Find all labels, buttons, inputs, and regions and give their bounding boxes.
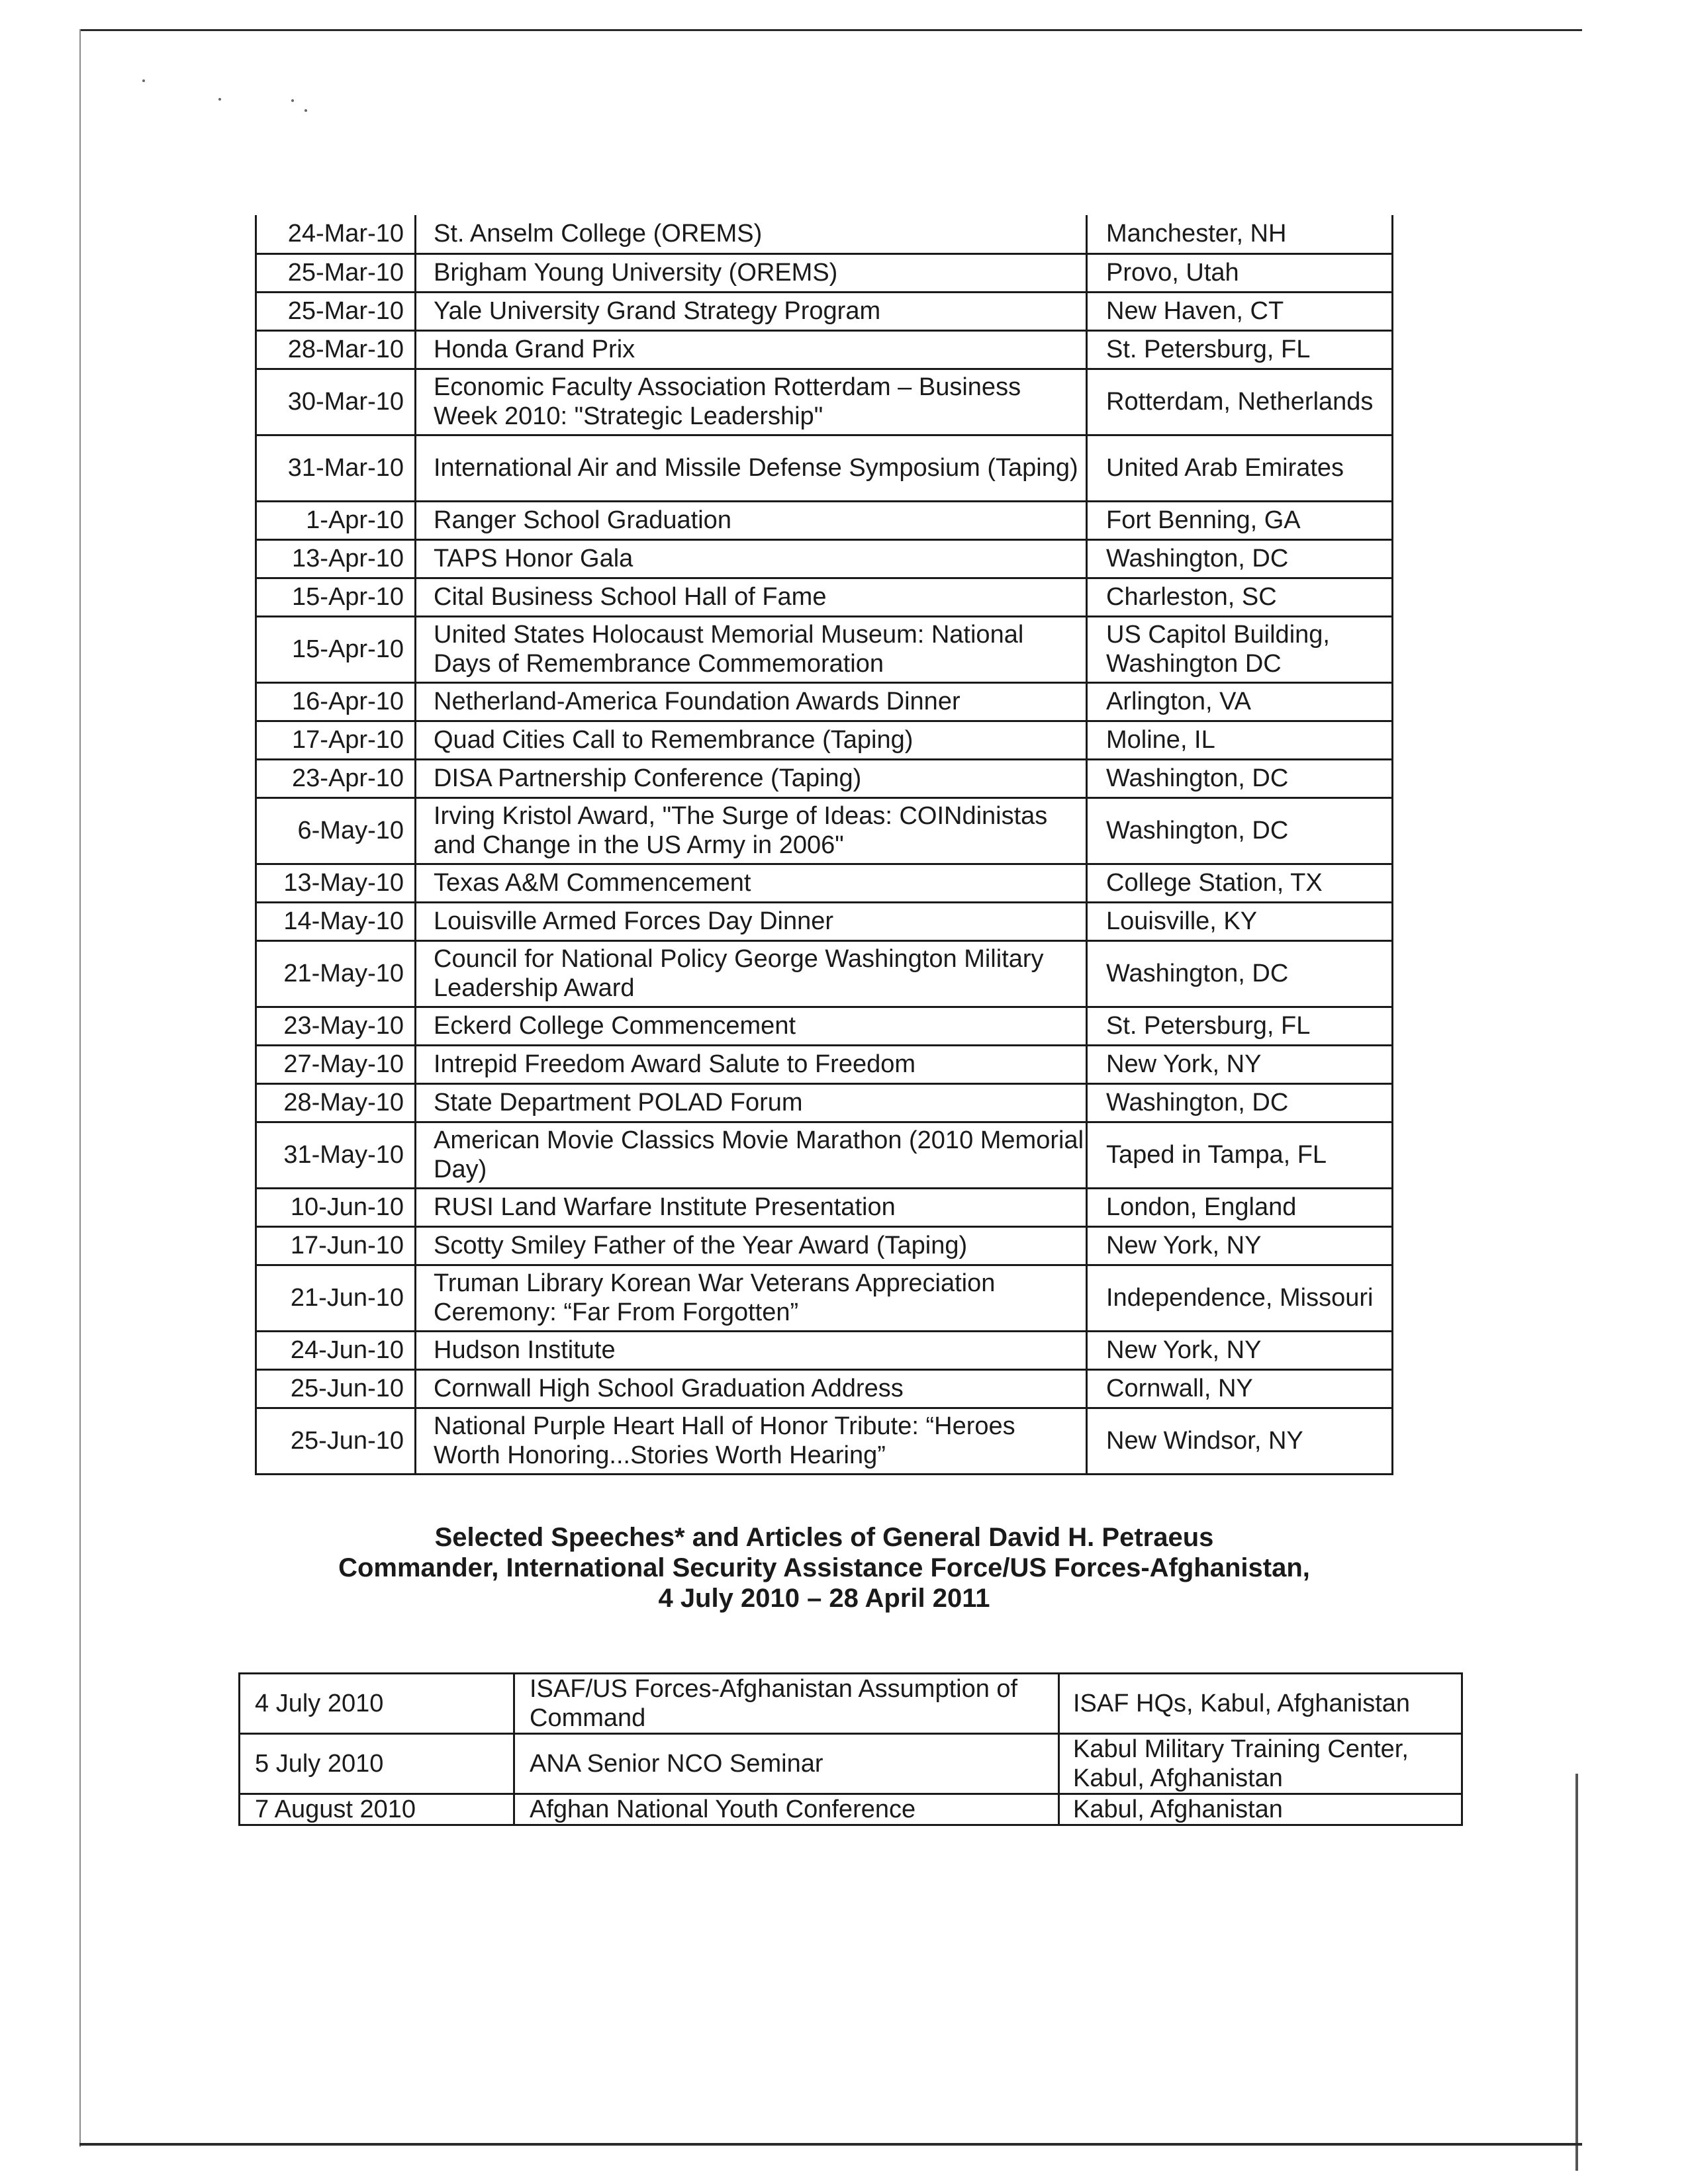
date-cell: 27-May-10: [256, 1045, 416, 1083]
date-cell: 13-May-10: [256, 864, 416, 902]
table-row: [256, 682, 1393, 721]
date-cell: 6-May-10: [256, 797, 416, 864]
event-cell: Quad Cities Call to Remembrance (Taping): [416, 721, 1087, 759]
location-cell: New York, NY: [1087, 1226, 1393, 1265]
event-cell: United States Holocaust Memorial Museum: National Days of Remembrance Commemoration: [416, 616, 1087, 682]
date-cell: 10-Jun-10: [256, 1188, 416, 1226]
scan-speck: [291, 99, 294, 102]
table-row: [256, 539, 1393, 578]
scan-edge-bottom: [79, 2143, 1582, 2146]
table-row: [256, 721, 1393, 759]
event-cell: TAPS Honor Gala: [416, 539, 1087, 578]
table-row: [256, 759, 1393, 797]
table-row: [240, 1674, 1462, 1734]
location-cell: Provo, Utah: [1087, 253, 1393, 292]
table-row: [256, 1265, 1393, 1331]
event-cell: Texas A&M Commencement: [416, 864, 1087, 902]
event-cell: ANA Senior NCO Seminar: [514, 1734, 1059, 1794]
date-cell: 13-Apr-10: [256, 539, 416, 578]
table-row: [256, 1408, 1393, 1474]
table-row: [256, 864, 1393, 902]
location-cell: Kabul, Afghanistan: [1059, 1794, 1462, 1825]
event-cell: RUSI Land Warfare Institute Presentation: [416, 1188, 1087, 1226]
date-cell: 25-Jun-10: [256, 1408, 416, 1474]
event-cell: Hudson Institute: [416, 1331, 1087, 1369]
location-cell: Fort Benning, GA: [1087, 501, 1393, 539]
date-cell: 24-Mar-10: [256, 215, 416, 253]
event-cell: Intrepid Freedom Award Salute to Freedom: [416, 1045, 1087, 1083]
date-cell: 14-May-10: [256, 902, 416, 940]
event-cell: Cornwall High School Graduation Address: [416, 1369, 1087, 1408]
table-row: [256, 797, 1393, 864]
event-cell: Cital Business School Hall of Fame: [416, 578, 1087, 616]
table-row: [256, 940, 1393, 1007]
date-cell: 17-Jun-10: [256, 1226, 416, 1265]
event-cell: Council for National Policy George Washington Military Leadership Award: [416, 940, 1087, 1007]
date-cell: 25-Jun-10: [256, 1369, 416, 1408]
table-row: [256, 501, 1393, 539]
table-row: [256, 1331, 1393, 1369]
location-cell: United Arab Emirates: [1087, 435, 1393, 501]
event-cell: Truman Library Korean War Veterans Appreciation Ceremony: “Far From Forgotten”: [416, 1265, 1087, 1331]
date-cell: 25-Mar-10: [256, 292, 416, 330]
event-cell: Afghan National Youth Conference: [514, 1794, 1059, 1825]
event-cell: Irving Kristol Award, "The Surge of Ideas: COINdinistas and Change in the US Army in 2006": [416, 797, 1087, 864]
location-cell: Rotterdam, Netherlands: [1087, 369, 1393, 435]
location-cell: Kabul Military Training Center, Kabul, Afghanistan: [1059, 1734, 1462, 1794]
table-row: [256, 1007, 1393, 1045]
table-row: [256, 369, 1393, 435]
date-cell: 5 July 2010: [240, 1734, 514, 1794]
location-cell: College Station, TX: [1087, 864, 1393, 902]
date-cell: 24-Jun-10: [256, 1331, 416, 1369]
table-row: [256, 435, 1393, 501]
speeches-table-afghanistan-body: [240, 1674, 1462, 1825]
event-cell: DISA Partnership Conference (Taping): [416, 759, 1087, 797]
location-cell: New York, NY: [1087, 1331, 1393, 1369]
date-cell: 21-May-10: [256, 940, 416, 1007]
event-cell: Economic Faculty Association Rotterdam – Business Week 2010: "Strategic Leadership": [416, 369, 1087, 435]
table-row: [256, 616, 1393, 682]
location-cell: New York, NY: [1087, 1045, 1393, 1083]
heading-line-command: Commander, International Security Assistance Force/US Forces-Afghanistan,: [338, 1553, 1310, 1582]
location-cell: Washington, DC: [1087, 797, 1393, 864]
event-cell: Ranger School Graduation: [416, 501, 1087, 539]
date-cell: 17-Apr-10: [256, 721, 416, 759]
event-cell: Scotty Smiley Father of the Year Award (Taping): [416, 1226, 1087, 1265]
event-cell: ISAF/US Forces-Afghanistan Assumption of Command: [514, 1674, 1059, 1734]
event-cell: International Air and Missile Defense Symposium (Taping): [416, 435, 1087, 501]
heading-line-title: Selected Speeches* and Articles of General David H. Petraeus: [434, 1523, 1214, 1552]
table-row: [256, 1226, 1393, 1265]
date-cell: 4 July 2010: [240, 1674, 514, 1734]
table-row: [256, 1369, 1393, 1408]
event-cell: Yale University Grand Strategy Program: [416, 292, 1087, 330]
location-cell: Independence, Missouri: [1087, 1265, 1393, 1331]
speeches-table-afghanistan: [238, 1672, 1463, 1826]
date-cell: 23-Apr-10: [256, 759, 416, 797]
scan-edge-left: [79, 29, 81, 2147]
event-cell: Eckerd College Commencement: [416, 1007, 1087, 1045]
table-row: [240, 1734, 1462, 1794]
location-cell: Manchester, NH: [1087, 215, 1393, 253]
location-cell: Washington, DC: [1087, 1083, 1393, 1122]
table-row: [256, 1083, 1393, 1122]
date-cell: 25-Mar-10: [256, 253, 416, 292]
date-cell: 23-May-10: [256, 1007, 416, 1045]
location-cell: Arlington, VA: [1087, 682, 1393, 721]
event-cell: Louisville Armed Forces Day Dinner: [416, 902, 1087, 940]
location-cell: Taped in Tampa, FL: [1087, 1122, 1393, 1188]
date-cell: 15-Apr-10: [256, 616, 416, 682]
speeches-table-2010: [255, 215, 1393, 1475]
scan-speck: [142, 79, 145, 82]
scan-speck: [305, 109, 307, 112]
scan-speck: [218, 98, 221, 101]
location-cell: St. Petersburg, FL: [1087, 1007, 1393, 1045]
table-row: [256, 1045, 1393, 1083]
location-cell: Washington, DC: [1087, 759, 1393, 797]
location-cell: St. Petersburg, FL: [1087, 330, 1393, 369]
scan-edge-top: [79, 29, 1582, 31]
table-row: [256, 215, 1393, 253]
table-row: [256, 1188, 1393, 1226]
date-cell: 1-Apr-10: [256, 501, 416, 539]
date-cell: 28-May-10: [256, 1083, 416, 1122]
date-cell: 21-Jun-10: [256, 1265, 416, 1331]
table-row: [256, 292, 1393, 330]
table-row: [256, 330, 1393, 369]
location-cell: Washington, DC: [1087, 539, 1393, 578]
location-cell: London, England: [1087, 1188, 1393, 1226]
table-row: [256, 578, 1393, 616]
location-cell: ISAF HQs, Kabul, Afghanistan: [1059, 1674, 1462, 1734]
location-cell: New Haven, CT: [1087, 292, 1393, 330]
event-cell: Netherland-America Foundation Awards Dinner: [416, 682, 1087, 721]
heading-line-dates: 4 July 2010 – 28 April 2011: [658, 1584, 990, 1613]
event-cell: Honda Grand Prix: [416, 330, 1087, 369]
location-cell: Moline, IL: [1087, 721, 1393, 759]
event-cell: State Department POLAD Forum: [416, 1083, 1087, 1122]
date-cell: 30-Mar-10: [256, 369, 416, 435]
location-cell: Charleston, SC: [1087, 578, 1393, 616]
date-cell: 7 August 2010: [240, 1794, 514, 1825]
speeches-table-2010-body: [256, 215, 1393, 1474]
event-cell: National Purple Heart Hall of Honor Tribute: “Heroes Worth Honoring...Stories Worth Hearing”: [416, 1408, 1087, 1474]
table-row: [256, 902, 1393, 940]
event-cell: St. Anselm College (OREMS): [416, 215, 1087, 253]
location-cell: New Windsor, NY: [1087, 1408, 1393, 1474]
date-cell: 28-Mar-10: [256, 330, 416, 369]
table-row: [256, 253, 1393, 292]
scan-edge-right: [1575, 1774, 1578, 2171]
location-cell: Louisville, KY: [1087, 902, 1393, 940]
table-row: [256, 1122, 1393, 1188]
event-cell: American Movie Classics Movie Marathon (2010 Memorial Day): [416, 1122, 1087, 1188]
date-cell: 31-Mar-10: [256, 435, 416, 501]
date-cell: 15-Apr-10: [256, 578, 416, 616]
location-cell: US Capitol Building, Washington DC: [1087, 616, 1393, 682]
section-heading: [255, 1522, 1393, 1614]
location-cell: Cornwall, NY: [1087, 1369, 1393, 1408]
event-cell: Brigham Young University (OREMS): [416, 253, 1087, 292]
location-cell: Washington, DC: [1087, 940, 1393, 1007]
date-cell: 31-May-10: [256, 1122, 416, 1188]
table-row: [240, 1794, 1462, 1825]
date-cell: 16-Apr-10: [256, 682, 416, 721]
